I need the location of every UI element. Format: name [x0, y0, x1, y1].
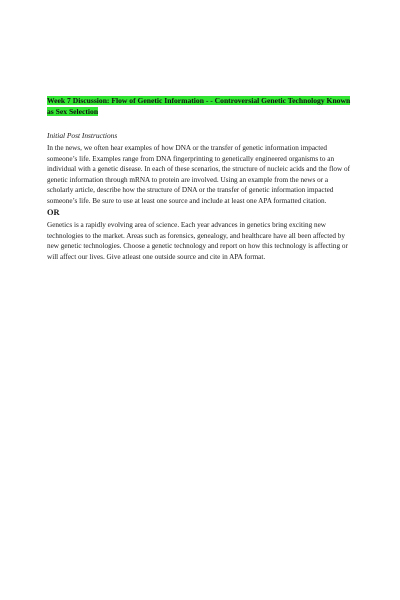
document-content: [47, 96, 353, 262]
or-label: OR: [47, 208, 60, 217]
document-title-block: [47, 96, 353, 117]
instructions-paragraph-1: In the news, we often hear examples of how DNA or the transfer of genetic information impacted someone’s life. Examples range from DNA fingerprinting to genetically engineered organisms to an individual with a genetic disease. In each of these scenarios, the structure of nucleic acids and the flow of genetic information through mRNA to protein are involved. Using an example from the news or a scholarly article, describe how the structure of DNA or the transfer of genetic information impacted someone’s life. Be sure to use at least one source and include at least one APA formatted citation.: [47, 144, 350, 205]
document-title: Week 7 Discussion: Flow of Genetic Information - - Controversial Genetic Technology Known as Sex Selection: [47, 96, 351, 116]
instructions-subheading: Initial Post Instructions: [47, 131, 118, 140]
instructions-paragraph-2: Genetics is a rapidly evolving area of science. Each year advances in genetics bring exciting new technologies to the market. Areas such as forensics, genealogy, and healthcare have all been affected by new genetic technologies. Choose a genetic technology and report on how this technology is affecting or will affect our lives. Give atleast one outside source and cite in APA format.: [47, 221, 348, 261]
